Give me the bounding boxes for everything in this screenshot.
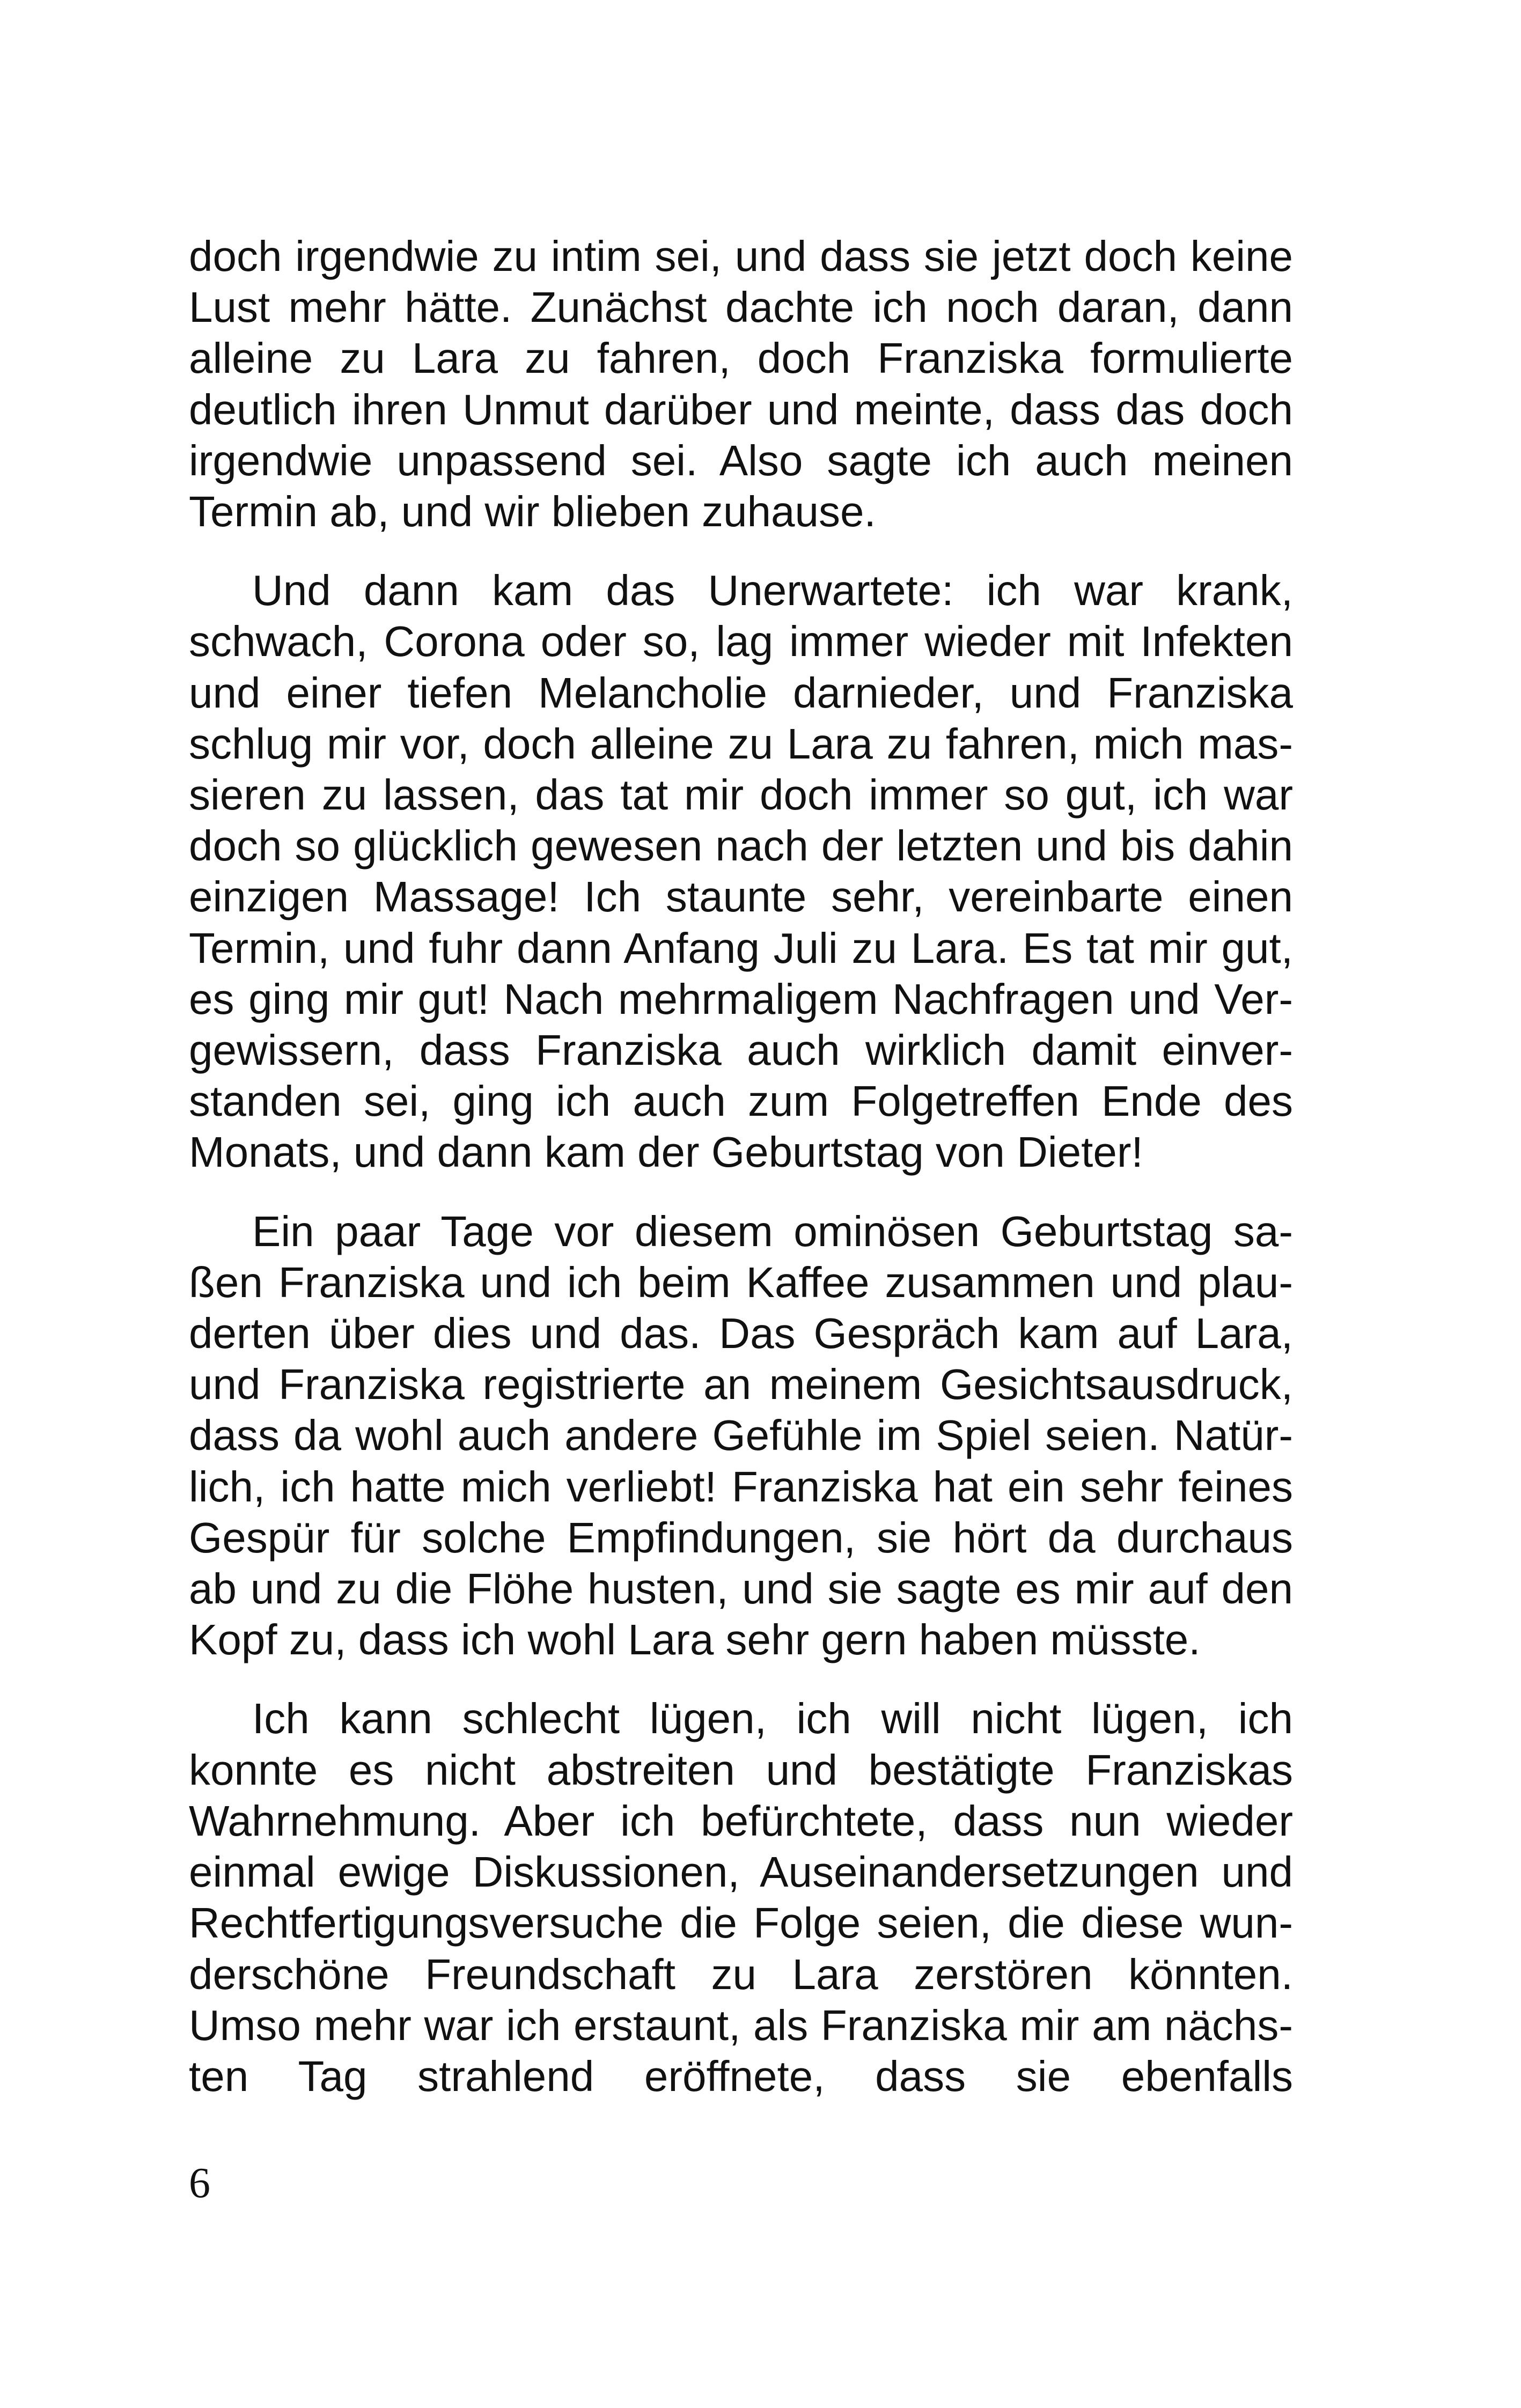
text-line: Ich kann schlecht lügen, ich will nicht lügen, ich: [252, 1695, 1293, 1743]
text-line: Lust mehr hätte. Zunächst dachte ich noch daran, dann: [189, 283, 1293, 332]
text-line: ten Tag strahlend eröffnete, dass sie ebenfalls: [189, 2052, 1293, 2100]
text-line: doch so glücklich gewesen nach der letzten und bis dahin: [189, 822, 1293, 870]
text-line: Kopf zu, dass ich wohl Lara sehr gern haben müsste.: [189, 1616, 1201, 1664]
text-line: Monats, und dann kam der Geburtstag von Dieter!: [189, 1128, 1143, 1176]
text-line: Und dann kam das Unerwartete: ich war krank,: [252, 566, 1293, 615]
text-line: und einer tiefen Melancholie darnieder, und Franziska: [189, 668, 1293, 717]
text-line: Termin ab, und wir blieben zuhause.: [189, 488, 876, 536]
text-line: Wahrnehmung. Aber ich befürchtete, dass nun wieder: [189, 1796, 1293, 1845]
text-line: einmal ewige Diskussionen, Auseinandersetzungen und: [189, 1848, 1293, 1896]
paragraph-2: [189, 565, 1293, 1177]
text-line: ßen Franziska und ich beim Kaffee zusammen und plau-: [189, 1258, 1293, 1306]
text-line: doch irgendwie zu intim sei, und dass sie jetzt doch keine: [189, 232, 1293, 280]
text-line: schwach, Corona oder so, lag immer wieder mit Infekten: [189, 617, 1293, 666]
text-line: dass da wohl auch andere Gefühle im Spiel seien. Natür-: [189, 1411, 1293, 1460]
paragraph-3: [189, 1206, 1293, 1666]
text-line: Rechtfertigungsversuche die Folge seien, die diese wun-: [189, 1899, 1293, 1947]
text-line: Gespür für solche Empfindungen, sie hört da durchaus: [189, 1513, 1293, 1562]
text-line: ab und zu die Flöhe husten, und sie sagte es mir auf den: [189, 1565, 1293, 1613]
text-line: schlug mir vor, doch alleine zu Lara zu fahren, mich mas-: [189, 719, 1293, 768]
text-line: gewissern, dass Franziska auch wirklich damit einver-: [189, 1026, 1293, 1074]
text-line: lich, ich hatte mich verliebt! Franziska hat ein sehr feines: [189, 1462, 1293, 1511]
page-number: 6: [189, 2160, 210, 2207]
text-line: irgendwie unpassend sei. Also sagte ich auch meinen: [189, 436, 1293, 484]
text-line: Umso mehr war ich erstaunt, als Franziska mir am nächs-: [189, 2001, 1293, 2049]
text-line: und Franziska registrierte an meinem Gesichtsausdruck,: [189, 1360, 1293, 1409]
text-line: standen sei, ging ich auch zum Folgetreffen Ende des: [189, 1077, 1293, 1125]
paragraph-1: [189, 231, 1293, 537]
text-line: sieren zu lassen, das tat mir doch immer so gut, ich war: [189, 771, 1293, 819]
text-line: deutlich ihren Unmut darüber und meinte, dass das doch: [189, 385, 1293, 433]
text-line: einzigen Massage! Ich staunte sehr, vereinbarte einen: [189, 873, 1293, 921]
text-line: derschöne Freundschaft zu Lara zerstören könnten.: [189, 1950, 1293, 1998]
paragraph-4: [189, 1693, 1293, 2102]
text-line: Termin, und fuhr dann Anfang Juli zu Lara. Es tat mir gut,: [189, 924, 1293, 972]
text-line: Ein paar Tage vor diesem ominösen Geburtstag sa-: [252, 1207, 1293, 1255]
text-line: alleine zu Lara zu fahren, doch Franziska formulierte: [189, 334, 1293, 382]
text-line: derten über dies und das. Das Gespräch kam auf Lara,: [189, 1309, 1293, 1358]
text-line: es ging mir gut! Nach mehrmaligem Nachfragen und Ver-: [189, 975, 1293, 1023]
body-text: [189, 231, 1293, 2130]
text-line: konnte es nicht abstreiten und bestätigte Franziskas: [189, 1746, 1293, 1794]
